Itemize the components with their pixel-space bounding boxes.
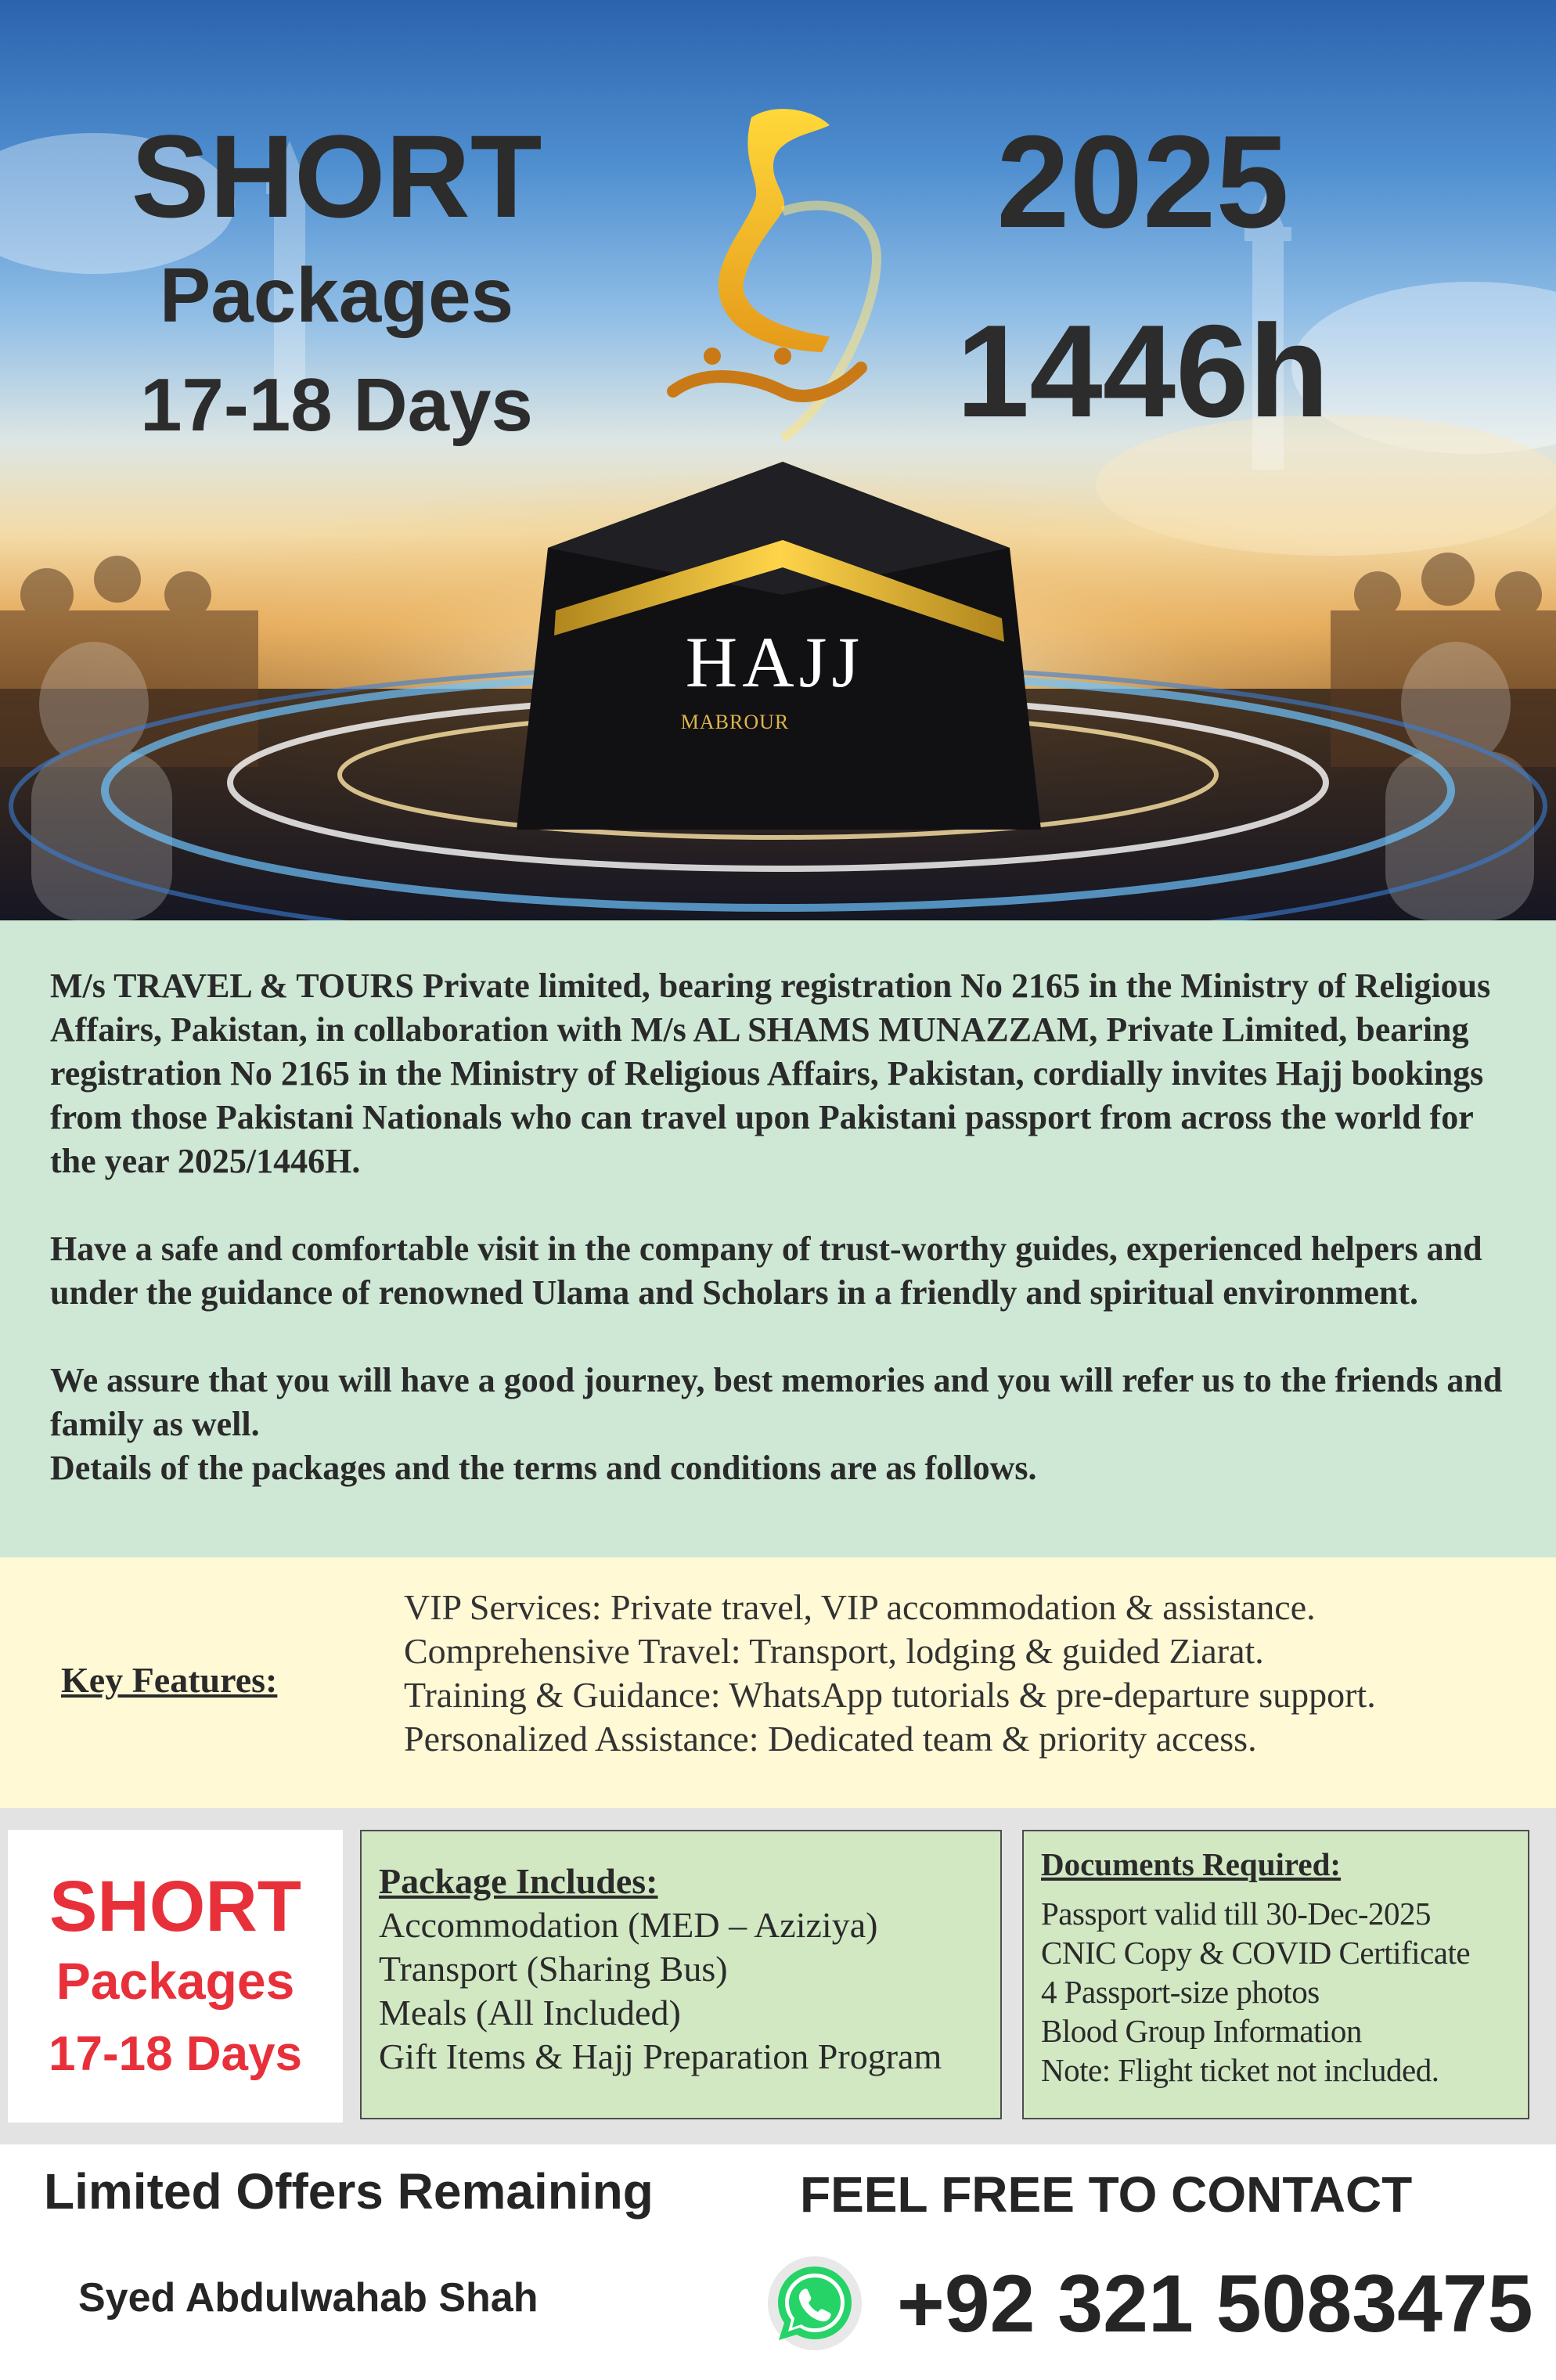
whatsapp-icon[interactable] — [765, 2254, 864, 2353]
feature-item: Training & Guidance: WhatsApp tutorials & pre-departure support. — [404, 1675, 1376, 1715]
intro-paragraph: Have a safe and comfortable visit in the company of trust-worthy guides, experienced helpers and under the guidance of renowned Ulama and Scholars in a friendly and spiritual environment. — [50, 1230, 1482, 1312]
documents-required-title: Documents Required: — [1041, 1846, 1342, 1882]
short-box-days: 17-18 Days — [48, 2027, 303, 2081]
package-includes-list — [379, 1903, 1000, 2079]
kaaba-mabrour-label: MABROUR — [680, 711, 790, 733]
contact-name: Syed Abdulwahab Shah — [78, 2275, 538, 2321]
short-heading: SHORT — [131, 110, 542, 242]
intro-paragraph: Details of the packages and the terms and conditions are as follows. — [50, 1449, 1037, 1487]
document-item: Note: Flight ticket not included. — [1041, 2052, 1439, 2088]
short-box-title: SHORT — [49, 1867, 301, 1946]
contact-footer — [0, 2144, 1556, 2380]
feature-item: Comprehensive Travel: Transport, lodging & guided Ziarat. — [404, 1631, 1264, 1671]
days-heading: 17-18 Days — [140, 363, 533, 447]
hajj-mabroor-calligraphy-logo — [673, 109, 877, 438]
document-item: Passport valid till 30-Dec-2025 — [1041, 1896, 1432, 1932]
packages-heading: Packages — [159, 252, 514, 338]
year-heading: 2025 — [996, 108, 1289, 255]
short-packages-box — [8, 1830, 343, 2123]
includes-item: Gift Items & Hajj Preparation Program — [379, 2036, 942, 2076]
includes-item: Accommodation (MED – Aziziya) — [379, 1905, 878, 1945]
key-features-section — [0, 1557, 1556, 1808]
includes-item: Meals (All Included) — [379, 1993, 681, 2033]
hijri-year-heading: 1446h — [956, 297, 1330, 445]
intro-paragraph: M/s TRAVEL & TOURS Private limited, bearing registration No 2165 in the Ministry of Religious Affairs, Pakistan, in collaboration with M/s AL SHAMS MUNAZZAM, Private Limited, bearing registration No 2165 in the Ministry of Religious Affairs, Pakistan, cordially invites Hajj bookings from those Pakistani Nationals who can travel upon Pakistani passport from across the world for the year 2025/1446H. — [50, 967, 1491, 1180]
intro-paragraph: We assure that you will have a good journey, best memories and you will refer us to the friends and family as well. — [50, 1361, 1503, 1443]
key-features-label: Key Features: — [61, 1660, 278, 1700]
intro-section — [0, 920, 1556, 1557]
package-includes-title: Package Includes: — [379, 1861, 658, 1901]
contact-heading: FEEL FREE TO CONTACT — [800, 2166, 1413, 2223]
phone-number[interactable]: +92 321 5083475 — [897, 2259, 1533, 2349]
key-features-list — [404, 1586, 1376, 1761]
limited-offers-text: Limited Offers Remaining — [44, 2163, 654, 2220]
feature-item: VIP Services: Private travel, VIP accommodation & assistance. — [404, 1587, 1316, 1627]
document-item: 4 Passport-size photos — [1041, 1974, 1320, 2010]
kaaba-hajj-label: HAJJ — [685, 622, 865, 702]
feature-item: Personalized Assistance: Dedicated team & priority access. — [404, 1719, 1257, 1759]
includes-item: Transport (Sharing Bus) — [379, 1949, 728, 1989]
document-item: Blood Group Information — [1041, 2013, 1362, 2049]
package-details-section — [0, 1808, 1556, 2144]
documents-required-list — [1041, 1894, 1528, 2090]
document-item: CNIC Copy & COVID Certificate — [1041, 1935, 1471, 1971]
hero-banner — [0, 0, 1556, 920]
package-includes-box — [360, 1830, 1002, 2119]
short-box-packages: Packages — [56, 1952, 295, 2010]
documents-required-box — [1022, 1830, 1529, 2119]
